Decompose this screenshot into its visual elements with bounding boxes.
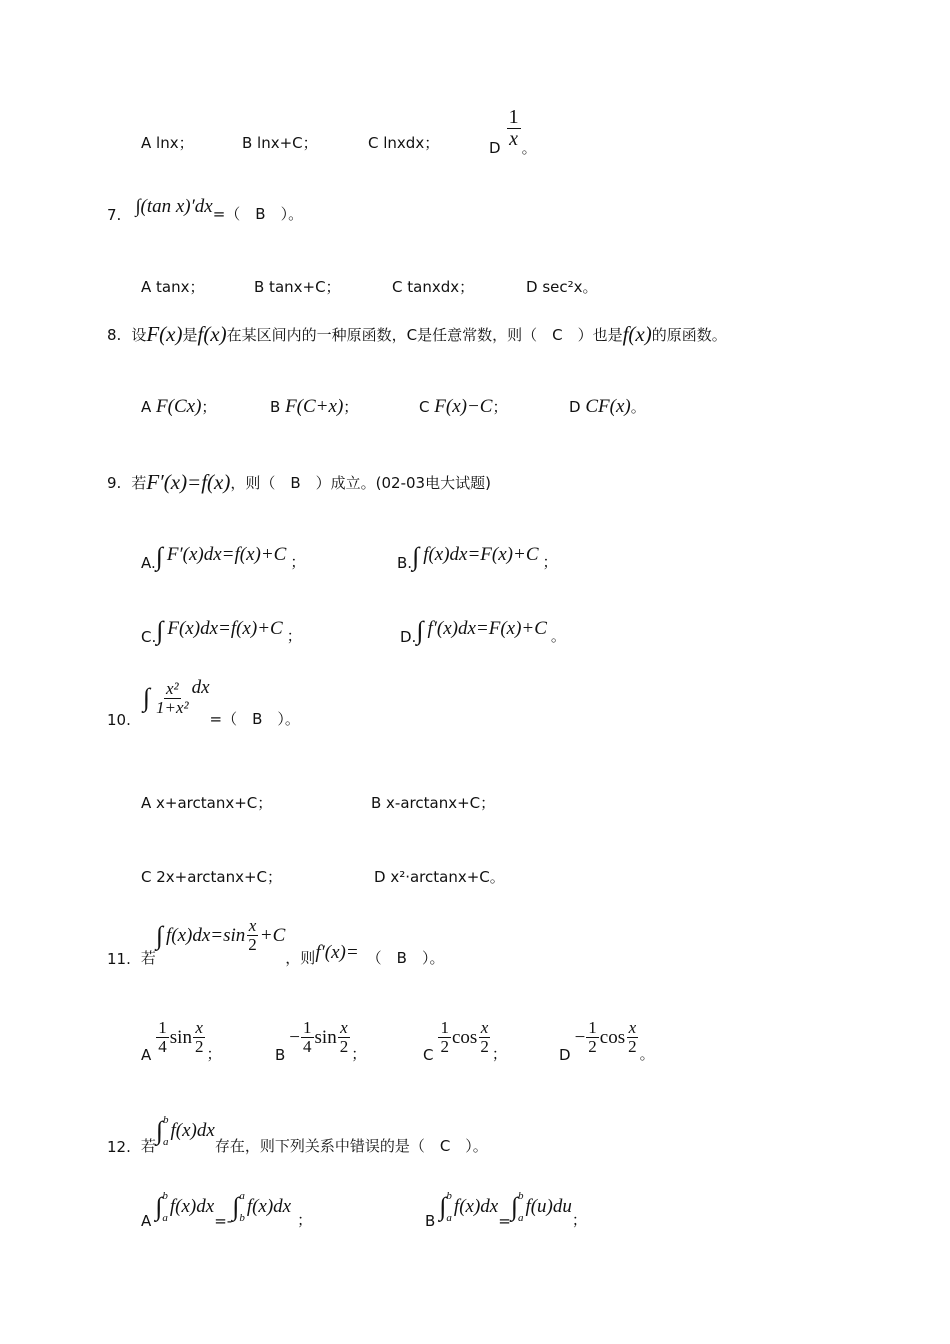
q11-c-d: 2 bbox=[440, 1037, 449, 1057]
q12-b-limits-1 bbox=[446, 1190, 452, 1224]
q12-b-e2: f(u)du bbox=[525, 1196, 572, 1217]
q11-a-arg-den: 2 bbox=[194, 1037, 204, 1057]
q11-d-label: D bbox=[559, 1046, 571, 1064]
q11-answer: （ B ）。 bbox=[366, 949, 445, 967]
q11-option-a bbox=[141, 1012, 221, 1064]
q12-expr: f(x)dx bbox=[170, 1120, 215, 1141]
q11-c-fn: cos bbox=[451, 1026, 478, 1048]
q11-a-n: 1 bbox=[158, 1018, 167, 1038]
q12-b-limits-2 bbox=[518, 1190, 524, 1224]
q12-b-op: = bbox=[498, 1212, 511, 1230]
q8-option-a bbox=[141, 396, 216, 418]
q11-c-label: C bbox=[423, 1046, 434, 1064]
q12-a-label: A bbox=[141, 1212, 152, 1230]
q11-denominator: 2 bbox=[248, 935, 257, 955]
q8-option-c bbox=[419, 396, 507, 418]
q12-a-u2: a bbox=[239, 1190, 245, 1202]
q11-fraction bbox=[246, 917, 259, 954]
q8-f2: f(x) bbox=[622, 322, 652, 346]
q12-a-end: ； bbox=[297, 1211, 313, 1229]
q9-d-expr: f′(x)dx=F(x)+C bbox=[427, 618, 547, 639]
q11-c-arg-num: x bbox=[480, 1018, 489, 1038]
integral-sign: ∫ bbox=[155, 1192, 163, 1221]
q12-limits bbox=[163, 1114, 169, 1148]
q8-text-1: 设 bbox=[131, 326, 147, 344]
integral-sign: ∫ bbox=[232, 1192, 240, 1221]
q6-d-numerator: 1 bbox=[508, 106, 519, 128]
q11-d-end: 。 bbox=[639, 1045, 655, 1063]
q9-a-label: A. bbox=[141, 554, 156, 572]
q11-number: 11. bbox=[107, 950, 131, 968]
q6-option-b: B lnx+C； bbox=[242, 134, 318, 152]
q11-b-fn: sin bbox=[314, 1026, 337, 1048]
q12-number: 12. bbox=[107, 1138, 131, 1156]
q11-a-expr bbox=[155, 1019, 206, 1056]
q11-b-end: ； bbox=[351, 1045, 367, 1063]
q12-a-limits-2 bbox=[239, 1190, 245, 1224]
q12-b-l2: a bbox=[517, 1212, 524, 1224]
q8-c-expr: F(x)−C bbox=[434, 396, 493, 417]
q12-lower: a bbox=[163, 1136, 169, 1148]
q8-b-expr: F(C+x) bbox=[285, 396, 344, 417]
q12-a-l1: a bbox=[162, 1212, 168, 1224]
q12-a-op: =- bbox=[214, 1212, 233, 1230]
q7-answer: =（ B ）。 bbox=[212, 205, 304, 223]
q9-c-end: ； bbox=[286, 627, 302, 645]
question-12 bbox=[107, 1112, 488, 1156]
q9-number: 9. bbox=[107, 473, 122, 492]
q8-a-expr: F(Cx) bbox=[156, 396, 202, 417]
q11-text-1: 若 bbox=[140, 949, 156, 967]
q9-d-label: D. bbox=[400, 628, 417, 646]
q11-b-arg-den: 2 bbox=[339, 1037, 349, 1057]
q10-option-a: A x+arctanx+C； bbox=[141, 794, 273, 812]
q6-option-a: A lnx； bbox=[141, 134, 194, 152]
q11-a-fn: sin bbox=[169, 1026, 192, 1048]
question-11 bbox=[107, 916, 444, 968]
q12-upper: b bbox=[163, 1114, 169, 1126]
q7-option-a: A tanx； bbox=[141, 278, 205, 296]
q6-option-d-label: D bbox=[489, 138, 501, 157]
q11-a-end: ； bbox=[206, 1045, 222, 1063]
q6-option-d-end: 。 bbox=[521, 139, 537, 157]
q11-b-d: 4 bbox=[303, 1037, 312, 1057]
integral-sign: ∫ bbox=[510, 1192, 518, 1221]
q10-number: 10. bbox=[107, 710, 131, 729]
q8-F: F(x) bbox=[146, 322, 183, 346]
q11-d-n: 1 bbox=[588, 1018, 597, 1038]
q8-number: 8. bbox=[107, 325, 122, 344]
q8-f: f(x) bbox=[197, 322, 227, 346]
q12-b-u2: b bbox=[517, 1190, 524, 1202]
q12-b-e1: f(x)dx bbox=[453, 1196, 499, 1217]
q11-b-sign: − bbox=[289, 1026, 301, 1048]
q10-integral bbox=[142, 677, 210, 717]
q12-a-e2: f(x)dx bbox=[246, 1196, 292, 1217]
integral-sign: ∫ bbox=[142, 683, 150, 713]
q12-option-a bbox=[141, 1186, 312, 1230]
q9-option-d bbox=[400, 616, 566, 646]
q11-d-sign: − bbox=[574, 1026, 586, 1048]
q11-b-expr bbox=[289, 1019, 351, 1056]
q6-option-d-fraction bbox=[507, 107, 521, 150]
integral-sign: ∫ bbox=[416, 616, 424, 645]
q9-d-end: 。 bbox=[550, 627, 566, 645]
q11-fprime: f′(x)= bbox=[315, 942, 359, 963]
q8-text-3: 在某区间内的一种原函数，C是任意常数，则（ C ）也是 bbox=[226, 326, 623, 344]
integral-sign: ∫ bbox=[155, 1116, 163, 1145]
q10-answer: =（ B ）。 bbox=[209, 709, 300, 728]
integral-sign: ∫ bbox=[155, 542, 163, 571]
q12-a-e1: f(x)dx bbox=[169, 1196, 215, 1217]
q12-a-rhs bbox=[232, 1190, 291, 1224]
q11-c-arg-den: 2 bbox=[480, 1037, 489, 1057]
q12-b-rhs bbox=[511, 1190, 572, 1224]
q11-b-label: B bbox=[275, 1046, 286, 1064]
q7-number: 7. bbox=[107, 206, 122, 224]
q8-d-label: D bbox=[569, 398, 581, 416]
q11-integral bbox=[156, 917, 285, 954]
q11-b-coef bbox=[301, 1019, 314, 1056]
q9-expression: F′(x)=f(x) bbox=[146, 470, 231, 494]
q6-option-d bbox=[489, 99, 537, 158]
q11-option-d bbox=[559, 1012, 655, 1064]
q10-option-d: D x²·arctanx+C。 bbox=[374, 868, 505, 886]
question-7 bbox=[107, 196, 304, 224]
q11-d-arg-num: x bbox=[628, 1018, 637, 1038]
q8-text-2: 是 bbox=[182, 326, 198, 344]
q11-c-end: ； bbox=[491, 1045, 507, 1063]
q12-a-u1: b bbox=[162, 1190, 168, 1202]
q11-b-arg bbox=[338, 1019, 351, 1056]
q12-option-b bbox=[425, 1186, 587, 1230]
q11-plus-c: +C bbox=[259, 924, 286, 946]
q9-b-end: ； bbox=[542, 553, 558, 571]
q8-option-b bbox=[270, 396, 358, 418]
q10-option-c: C 2x+arctanx+C； bbox=[141, 868, 283, 886]
integral-sign: ∫ bbox=[156, 616, 164, 645]
q12-b-end: ； bbox=[571, 1211, 587, 1229]
q12-b-u1: b bbox=[446, 1190, 452, 1202]
q11-c-arg bbox=[478, 1019, 491, 1056]
q12-a-limits-1 bbox=[162, 1190, 168, 1224]
q12-text-1: 若 bbox=[140, 1137, 156, 1155]
q9-option-c bbox=[141, 616, 302, 646]
q6-d-denominator: x bbox=[509, 128, 518, 150]
q7-expression: ∫(tan x)′dx bbox=[135, 196, 213, 217]
q9-a-expr: F′(x)dx=f(x)+C bbox=[166, 544, 287, 565]
q8-b-end: ； bbox=[343, 398, 359, 416]
question-10 bbox=[107, 677, 300, 729]
q12-b-lhs bbox=[439, 1190, 498, 1224]
q11-a-d: 4 bbox=[158, 1037, 167, 1057]
integral-sign: ∫ bbox=[439, 1192, 447, 1221]
q11-b-arg-num: x bbox=[340, 1018, 348, 1038]
q12-b-l1: a bbox=[446, 1212, 452, 1224]
q11-b-n: 1 bbox=[303, 1018, 312, 1038]
q12-a-l2: b bbox=[239, 1212, 245, 1224]
q7-option-c: C tanxdx； bbox=[392, 278, 475, 296]
q9-option-b bbox=[397, 542, 558, 572]
q12-integral bbox=[156, 1114, 215, 1148]
q8-a-label: A bbox=[141, 398, 152, 416]
question-8 bbox=[107, 322, 727, 347]
q10-dx: dx bbox=[191, 677, 210, 699]
q6-option-c: C lnxdx； bbox=[368, 134, 440, 152]
q8-c-label: C bbox=[419, 398, 430, 416]
q11-a-label: A bbox=[141, 1046, 152, 1064]
q11-text-2: ，则 bbox=[285, 949, 316, 967]
q12-b-label: B bbox=[425, 1212, 436, 1230]
q9-b-label: B. bbox=[397, 554, 413, 572]
q11-c-coef bbox=[438, 1019, 451, 1056]
q8-c-end: ； bbox=[492, 398, 508, 416]
q10-option-b: B x-arctanx+C； bbox=[371, 794, 496, 812]
q12-text-2: 存在，则下列关系中错误的是（ C ）。 bbox=[214, 1137, 488, 1155]
q11-a-coef bbox=[156, 1019, 169, 1056]
q10-fraction bbox=[154, 680, 191, 717]
q8-d-end: 。 bbox=[630, 398, 646, 416]
q10-denominator: 1+x² bbox=[155, 697, 189, 717]
q9-c-expr: F(x)dx=f(x)+C bbox=[167, 618, 283, 639]
q9-b-expr: f(x)dx=F(x)+C bbox=[423, 544, 539, 565]
q7-option-b: B tanx+C； bbox=[254, 278, 341, 296]
q11-c-expr bbox=[437, 1019, 491, 1056]
q11-a-arg-num: x bbox=[195, 1018, 203, 1038]
q11-d-coef bbox=[586, 1019, 599, 1056]
q10-numerator: x² bbox=[165, 679, 179, 698]
q11-d-arg-den: 2 bbox=[628, 1037, 637, 1057]
q9-a-end: ； bbox=[290, 553, 306, 571]
question-9 bbox=[107, 470, 491, 495]
q12-a-lhs bbox=[155, 1190, 214, 1224]
q7-option-d: D sec²x。 bbox=[526, 278, 598, 296]
q11-numerator: x bbox=[248, 916, 257, 936]
integral-sign: ∫ bbox=[412, 542, 420, 571]
q11-lhs: f(x)dx=sin bbox=[166, 924, 246, 946]
q9-text-2: ，则（ B ）成立。(02-03电大试题) bbox=[230, 474, 491, 492]
q8-text-4: 的原函数。 bbox=[651, 326, 727, 344]
q8-a-end: ； bbox=[201, 398, 217, 416]
q11-d-d: 2 bbox=[588, 1037, 597, 1057]
q8-b-label: B bbox=[270, 398, 281, 416]
q11-c-n: 1 bbox=[440, 1018, 449, 1038]
q11-option-c bbox=[423, 1012, 507, 1064]
q11-d-expr bbox=[575, 1019, 640, 1056]
q9-text-1: 若 bbox=[131, 474, 147, 492]
integral-sign: ∫ bbox=[155, 920, 163, 950]
q11-option-b bbox=[275, 1012, 366, 1064]
q9-c-label: C. bbox=[141, 628, 157, 646]
q11-a-arg bbox=[193, 1019, 206, 1056]
q8-option-d bbox=[569, 396, 646, 418]
q8-d-expr: CF(x) bbox=[585, 396, 631, 417]
q9-option-a bbox=[141, 542, 305, 572]
q11-d-arg bbox=[626, 1019, 639, 1056]
q11-d-fn: cos bbox=[599, 1026, 626, 1048]
